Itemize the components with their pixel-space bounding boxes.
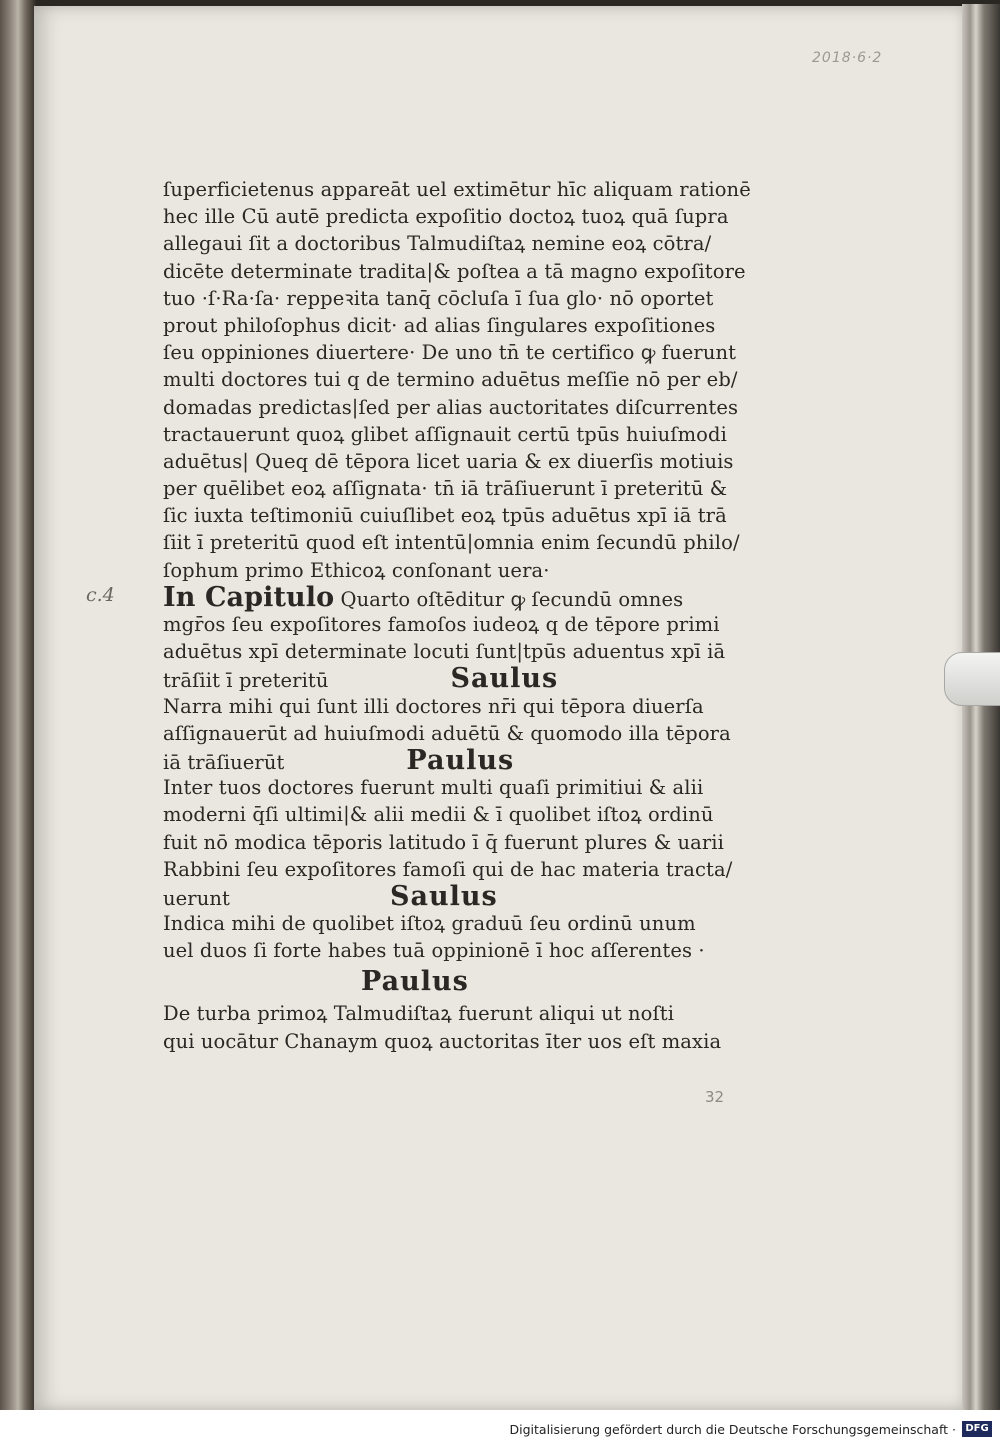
text-line: trāſiit ī preteritū [163,669,329,693]
text-line: Inter tuos doctores fuerunt multi quaſi primitiui & alii [163,776,704,800]
text-line: mgr̄os ſeu expoſitores famoſos iudeoꝝ q de tēpore primi [163,613,720,636]
page-clip [944,652,1000,706]
text-line-with-speaker [163,663,763,695]
paragraph-d [163,774,763,883]
dfg-logo: DFG [962,1421,992,1437]
right-page-edges [962,4,1000,1410]
folio-number: 32 [705,1088,725,1106]
text-line-with-speaker [163,880,763,912]
paragraph-e [163,910,763,964]
margin-note: c.4 [86,584,115,606]
text-line: dicēte determinate tradita|& poſtea a tā magno expoſitore [163,259,746,283]
speaker-heading-saulus: Saulus [389,880,498,912]
speaker-heading-paulus: Paulus [406,744,515,776]
text-line: De turba primoꝝ Talmudiſtaꝝ fuerunt aliqui ut noſti [163,1002,675,1026]
chapter-line-text: Quarto oſtēditur ꝙ ſecundū omnes [334,587,684,611]
text-line: multi doctores tui q de termino aduētus meſſie nō per eb/ [163,368,738,392]
text-line: aduētus| Queq dē tēpora licet uaria & ex diuerſis motiuis [163,449,734,473]
speaker-heading-paulus: Paulus [361,966,469,998]
text-line: moderni q̄ſi ultimi|& alii medii & ī quolibet iſtoꝝ ordinū [163,803,714,827]
text-line: ſeu oppiniones diuertere· De uno tn̄ te certifico ꝙ fuerunt [163,341,737,365]
text-line: uel duos ſi forte habes tuā oppinionē ī hoc aſſerentes · [163,939,705,963]
text-line-with-speaker [163,744,763,776]
text-line: Indica mihi de quolibet iſtoꝝ graduū ſeu ordinū unum [163,912,696,936]
text-line: tuo ·ſ·Ra·ſa· reppeꝛita tanq̄ cōcluſa ī ſua glo· nō oportet [163,286,714,310]
text-line: allegaui ſit a doctoribus Talmudiſtaꝝ nemine eoꝝ cōtra/ [163,232,712,256]
paragraph-b [163,611,763,665]
text-line: fuit nō modica tēporis latitudo ī q̄ fuerunt plures & uarii [163,830,724,854]
paragraph-a [163,176,763,584]
text-line: aſſignauerūt ad huiuſmodi aduētū & quomodo illa tēpora [163,721,731,745]
text-line: ſophum primo Ethicoꝝ conſonant uera· [163,558,550,582]
text-line: aduētus xpī determinate locuti ſunt|tpūs aduentus xpī iā [163,640,726,664]
text-line: hec ille Cū autē predicta expoſitio doctoꝝ tuoꝝ quā ſupra [163,205,729,229]
chapter-heading: In Capitulo [163,581,335,613]
text-block [163,176,763,1055]
text-line: tractauerunt quoꝝ glibet aſſignauit certū tpūs huiuſmodi [163,422,727,446]
speaker-heading-saulus: Saulus [450,663,559,695]
text-line: Rabbini ſeu expoſitores famoſi qui de hac materia tracta/ [163,857,733,881]
paragraph-f [163,1000,763,1054]
footer-bar [0,1410,1000,1449]
text-line: ſuperficietenus appareāt uel extimētur hīc aliquam rationē [163,178,751,201]
left-page-edges [0,0,36,1410]
text-line: domadas predictas|ſed per alias auctoritates diſcurrentes [163,395,739,419]
text-line: ſiit ī preteritū quod eſt intentū|omnia enim ſecundū philo/ [163,531,740,555]
text-line: Narra mihi qui ſunt illi doctores nr̄i qui tēpora diuerſa [163,694,704,718]
text-line: prout philoſophus dicit· ad alias ſingulares expoſitiones [163,313,716,337]
text-line: per quēlibet eoꝝ aſſignata· tn̄ iā trāſiuerunt ī preteritū & [163,477,728,501]
text-line: iā trāſiuerūt [163,750,285,774]
footer-credit: Digitalisierung gefördert durch die Deutsche Forschungsgemeinschaft · [509,1422,956,1437]
text-line: qui uocātur Chanaym quoꝝ auctoritas īter uos eſt maxia [163,1029,722,1053]
corner-shelfmark: 2018·6·2 [812,50,883,66]
chapter-line [163,581,763,613]
paragraph-c [163,693,763,747]
text-line: uerunt [163,886,230,910]
text-line: ſic iuxta teſtimoniū cuiuſlibet eoꝝ tpūs aduētus xpī iā trā [163,504,727,528]
